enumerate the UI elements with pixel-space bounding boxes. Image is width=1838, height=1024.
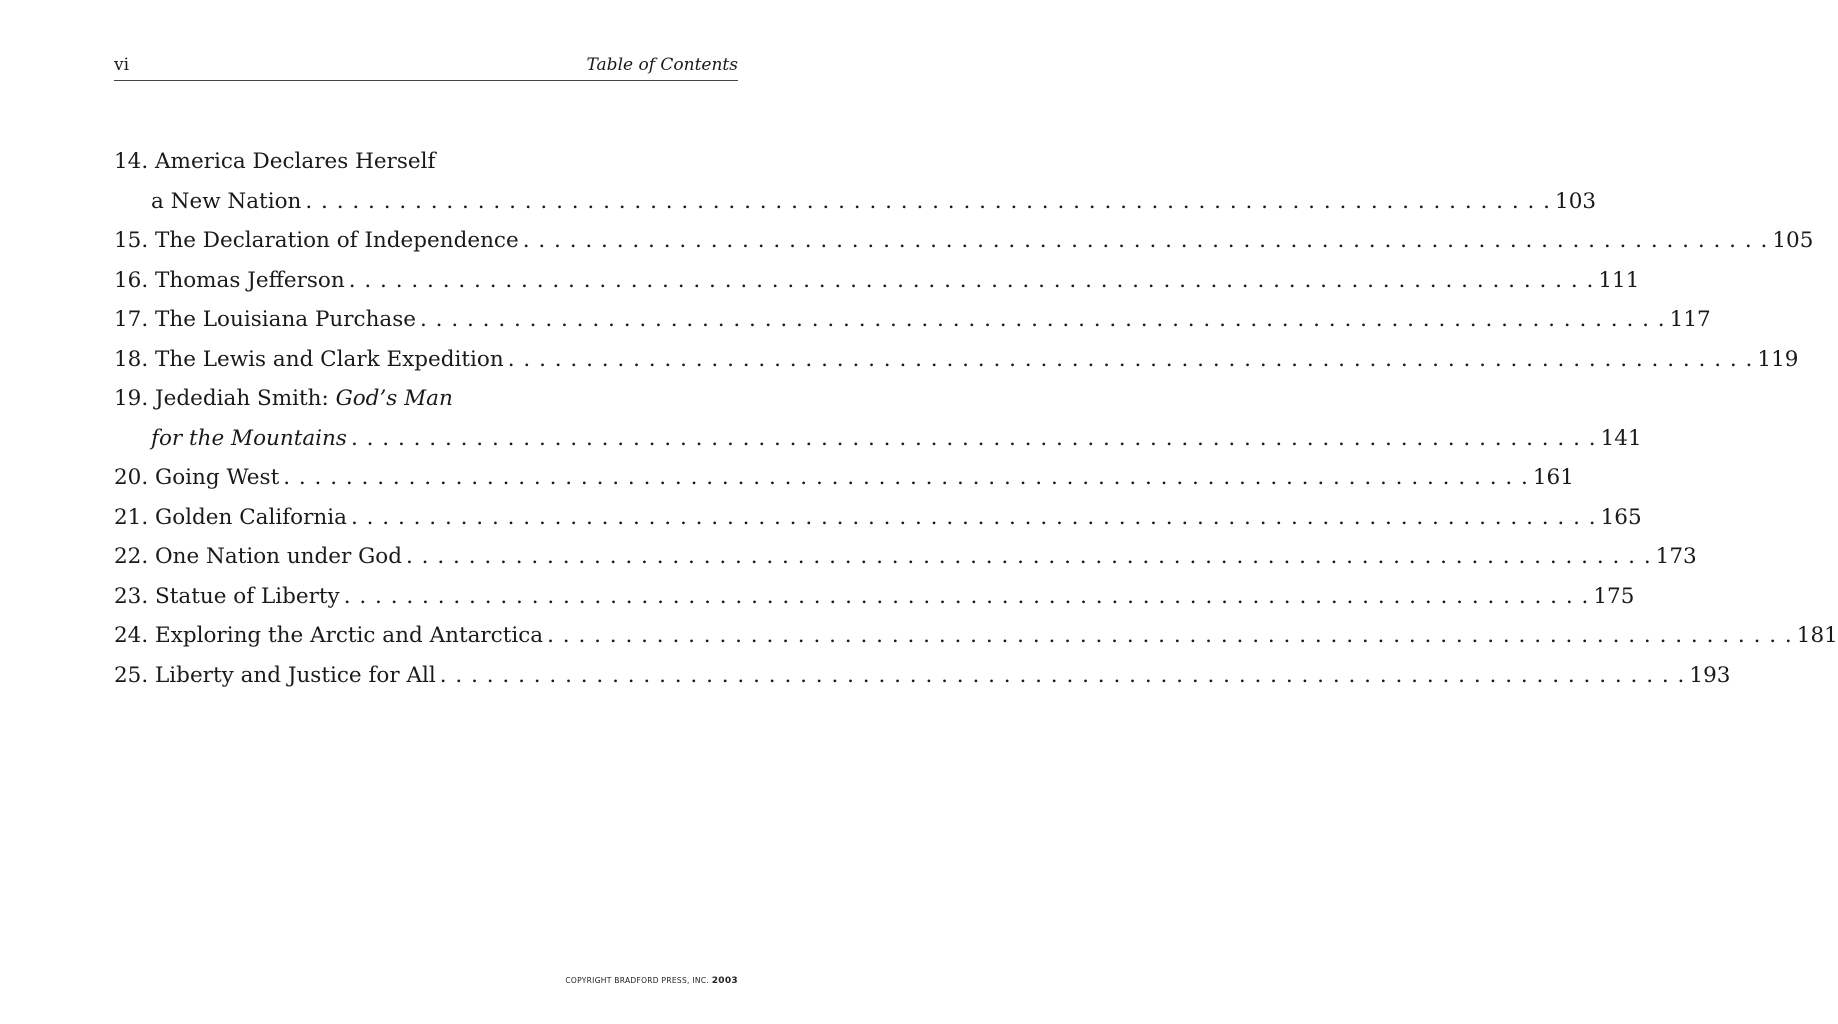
toc-entry-title: 22. One Nation under God xyxy=(114,544,403,569)
toc-entry-title-continued: a New Nation xyxy=(151,188,302,214)
leader-dots: . . . . . . . . . . . . . . . . . . . . . . . . . . . . . . . . . . . . . . . . . . . . . . . . . . . . . . . . . . . . . . . . . . . . . . . . . . . . . . . . xyxy=(406,544,1652,569)
toc-entry-title: 24. Exploring the Arctic and Antarctica xyxy=(114,623,544,648)
toc-entry-title: 25. Liberty and Justice for All xyxy=(114,662,436,688)
toc-entry-16 xyxy=(114,261,1640,301)
toc-entry-page: 111 xyxy=(1598,267,1640,293)
toc-entry-page: 117 xyxy=(1669,307,1711,332)
toc-entry-title-prefix: 19. Jedediah Smith: xyxy=(114,386,336,411)
toc-entry-page: 175 xyxy=(1593,583,1635,609)
toc-entry-19-continued xyxy=(114,419,1642,459)
toc-entry-page: 193 xyxy=(1689,662,1731,688)
leader-dots: . . . . . . . . . . . . . . . . . . . . . . . . . . . . . . . . . . . . . . . . . . . . . . . . . . . . . . . . . . . . . . . . . . . . . . . . . . . . . . . . xyxy=(283,465,1529,490)
toc-entry-title xyxy=(114,379,453,419)
leader-dots: . . . . . . . . . . . . . . . . . . . . . . . . . . . . . . . . . . . . . . . . . . . . . . . . . . . . . . . . . . . . . . . . . . . . . . . . . . . . . . . . xyxy=(507,346,1754,372)
leader-dots: . . . . . . . . . . . . . . . . . . . . . . . . . . . . . . . . . . . . . . . . . . . . . . . . . . . . . . . . . . . . . . . . . . . . . . . . . . . . . . . . xyxy=(522,228,1769,253)
toc-entry-24 xyxy=(114,616,1838,656)
page-number-folio: vi xyxy=(114,55,130,75)
toc-entry-22 xyxy=(114,537,1697,577)
toc-entry-25 xyxy=(114,656,1731,696)
leader-dots: . . . . . . . . . . . . . . . . . . . . . . . . . . . . . . . . . . . . . . . . . . . . . . . . . . . . . . . . . . . . . . . . . . . . . . . . . . . . . . . . xyxy=(420,307,1666,332)
toc-entry-page: 165 xyxy=(1600,504,1642,530)
leader-dots: . . . . . . . . . . . . . . . . . . . . . . . . . . . . . . . . . . . . . . . . . . . . . . . . . . . . . . . . . . . . . . . . . . . . . . . . . . . . . . . . xyxy=(350,425,1597,451)
leader-dots: . . . . . . . . . . . . . . . . . . . . . . . . . . . . . . . . . . . . . . . . . . . . . . . . . . . . . . . . . . . . . . . . . . . . . . . . . . . . . . . . xyxy=(348,267,1595,293)
toc-entry-15 xyxy=(114,221,1814,261)
toc-entry-title: 16. Thomas Jefferson xyxy=(114,267,345,293)
copyright-footer xyxy=(565,976,738,986)
copyright-year: 2003 xyxy=(711,976,738,986)
toc-entry-19 xyxy=(114,379,738,419)
toc-entry-page: 103 xyxy=(1555,188,1597,214)
copyright-text: COPYRIGHT BRADFORD PRESS, INC. xyxy=(565,976,710,985)
toc-entry-title: 14. America Declares Herself xyxy=(114,149,436,174)
toc-entry-18 xyxy=(114,340,1799,380)
toc-entry-title-continued: for the Mountains xyxy=(151,425,347,451)
table-of-contents xyxy=(114,142,1838,695)
toc-entry-page: 173 xyxy=(1655,544,1697,569)
toc-entry-14-continued xyxy=(114,182,1597,222)
toc-entry-page: 181 xyxy=(1796,623,1838,648)
toc-entry-page: 105 xyxy=(1772,228,1814,253)
leader-dots: . . . . . . . . . . . . . . . . . . . . . . . . . . . . . . . . . . . . . . . . . . . . . . . . . . . . . . . . . . . . . . . . . . . . . . . . . . . . . . . . xyxy=(350,504,1597,530)
toc-entry-page: 141 xyxy=(1600,425,1642,451)
toc-entry-23 xyxy=(114,577,1635,617)
toc-entry-title: 23. Statue of Liberty xyxy=(114,583,340,609)
leader-dots: . . . . . . . . . . . . . . . . . . . . . . . . . . . . . . . . . . . . . . . . . . . . . . . . . . . . . . . . . . . . . . . . . . . . . . . . . . . . . . . . xyxy=(305,188,1552,214)
leader-dots: . . . . . . . . . . . . . . . . . . . . . . . . . . . . . . . . . . . . . . . . . . . . . . . . . . . . . . . . . . . . . . . . . . . . . . . . . . . . . . . . xyxy=(439,662,1686,688)
toc-entry-20 xyxy=(114,458,1574,498)
toc-entry-title: 15. The Declaration of Independence xyxy=(114,228,519,253)
toc-entry-title: 21. Golden California xyxy=(114,504,347,530)
toc-entry-title: 17. The Louisiana Purchase xyxy=(114,307,416,332)
toc-entry-21 xyxy=(114,498,1642,538)
leader-dots: . . . . . . . . . . . . . . . . . . . . . . . . . . . . . . . . . . . . . . . . . . . . . . . . . . . . . . . . . . . . . . . . . . . . . . . . . . . . . . . . xyxy=(343,583,1590,609)
toc-entry-page: 161 xyxy=(1532,465,1574,490)
page-header xyxy=(114,52,738,81)
toc-entry-14 xyxy=(114,142,738,182)
toc-entry-title: 18. The Lewis and Clark Expedition xyxy=(114,346,504,372)
toc-entry-title-italic: God’s Man xyxy=(335,386,453,411)
running-head: Table of Contents xyxy=(586,55,738,75)
toc-entry-page: 119 xyxy=(1757,346,1799,372)
leader-dots: . . . . . . . . . . . . . . . . . . . . . . . . . . . . . . . . . . . . . . . . . . . . . . . . . . . . . . . . . . . . . . . . . . . . . . . . . . . . . . . . xyxy=(547,623,1793,648)
toc-entry-17 xyxy=(114,300,1711,340)
toc-entry-title: 20. Going West xyxy=(114,465,280,490)
